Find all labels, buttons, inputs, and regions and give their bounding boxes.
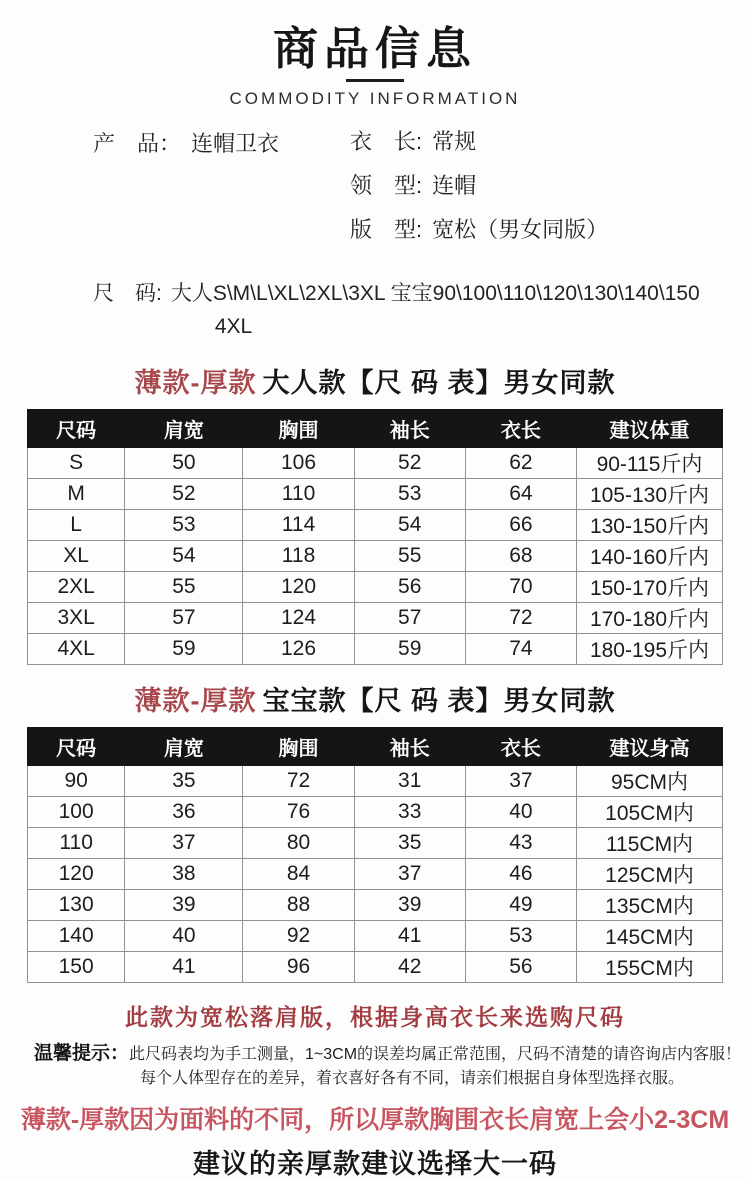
adult-table-title — [0, 361, 750, 400]
table-row — [28, 827, 723, 858]
table-cell: 54 — [354, 509, 465, 540]
table-row — [28, 951, 723, 982]
table-cell: 70 — [465, 571, 576, 602]
table-row — [28, 633, 723, 664]
table-cell: 50 — [125, 447, 243, 478]
table-cell: 92 — [243, 920, 354, 951]
table-cell: 54 — [125, 540, 243, 571]
size-label: 尺 码: — [93, 281, 162, 305]
tips-label: 温馨提示： — [34, 1042, 130, 1064]
table-cell: L — [28, 509, 125, 540]
table-row — [28, 889, 723, 920]
table-cell: 140 — [28, 920, 125, 951]
table-cell: 40 — [465, 796, 576, 827]
column-header: 袖长 — [354, 409, 465, 447]
table-cell: 42 — [354, 951, 465, 982]
table-cell: 114 — [243, 509, 354, 540]
table-cell: 41 — [125, 951, 243, 982]
table-cell: 31 — [354, 765, 465, 796]
table-cell: 120 — [243, 571, 354, 602]
column-header: 肩宽 — [125, 727, 243, 765]
table-cell: S — [28, 447, 125, 478]
adult-title-accent: 薄款-厚款 — [134, 367, 257, 398]
table-cell: 46 — [465, 858, 576, 889]
warm-tips — [0, 1042, 750, 1091]
table-cell: 37 — [125, 827, 243, 858]
table-cell: 53 — [125, 509, 243, 540]
table-cell: 43 — [465, 827, 576, 858]
table-cell: 126 — [243, 633, 354, 664]
product-name-row — [0, 125, 350, 257]
spec-value: 常规 — [432, 128, 477, 154]
table-row — [28, 765, 723, 796]
table-row — [28, 509, 723, 540]
page-header — [0, 0, 750, 109]
table-cell: 155CM内 — [577, 951, 723, 982]
table-cell: M — [28, 478, 125, 509]
table-cell: 150-170斤内 — [577, 571, 723, 602]
table-cell: 135CM内 — [577, 889, 723, 920]
table-cell: 37 — [354, 858, 465, 889]
table-cell: XL — [28, 540, 125, 571]
table-cell: 90 — [28, 765, 125, 796]
table-cell: 49 — [465, 889, 576, 920]
tips-line2 — [34, 1067, 750, 1091]
table-row — [28, 602, 723, 633]
table-row — [28, 478, 723, 509]
table-cell: 105CM内 — [577, 796, 723, 827]
column-header: 衣长 — [465, 409, 576, 447]
table-cell: 52 — [125, 478, 243, 509]
column-header: 尺码 — [28, 409, 125, 447]
spec-value: 连帽 — [432, 172, 477, 198]
table-cell: 88 — [243, 889, 354, 920]
adult-size-table — [27, 409, 723, 665]
table-cell: 96 — [243, 951, 354, 982]
table-cell: 140-160斤内 — [577, 540, 723, 571]
tips-text-line1: 此尺码表均为手工测量，1~3CM的误差均属正常范围，尺码不清楚的请咨询店内客服！ — [129, 1045, 742, 1063]
table-cell: 120 — [28, 858, 125, 889]
spec-row-fit — [350, 213, 750, 244]
table-cell: 62 — [465, 447, 576, 478]
table-cell: 110 — [243, 478, 354, 509]
table-cell: 80 — [243, 827, 354, 858]
table-cell: 110 — [28, 827, 125, 858]
column-header: 胸围 — [243, 409, 354, 447]
column-header: 建议身高 — [577, 727, 723, 765]
table-cell: 3XL — [28, 602, 125, 633]
table-cell: 180-195斤内 — [577, 633, 723, 664]
spec-value: 宽松（男女同版） — [432, 216, 609, 242]
table-cell: 124 — [243, 602, 354, 633]
table-row — [28, 796, 723, 827]
table-cell: 2XL — [28, 571, 125, 602]
page-subtitle: COMMODITY INFORMATION — [229, 88, 521, 108]
table-cell: 115CM内 — [577, 827, 723, 858]
table-cell: 4XL — [28, 633, 125, 664]
title-underline — [346, 79, 404, 82]
table-cell: 36 — [125, 796, 243, 827]
table-cell: 100 — [28, 796, 125, 827]
fabric-notice: 薄款-厚款因为面料的不同，所以厚款胸围衣长肩宽上会小2-3CM — [20, 1105, 730, 1134]
table-row — [28, 540, 723, 571]
table-cell: 55 — [354, 540, 465, 571]
column-header: 尺码 — [28, 727, 125, 765]
table-cell: 35 — [354, 827, 465, 858]
table-cell: 39 — [354, 889, 465, 920]
table-row — [28, 920, 723, 951]
spec-label: 版 型: — [350, 216, 423, 242]
table-cell: 66 — [465, 509, 576, 540]
column-header: 袖长 — [354, 727, 465, 765]
tips-text-line2: 每个人体型存在的差异，着衣喜好各有不同，请亲们根据自身体型选择衣服。 — [140, 1069, 685, 1087]
table-cell: 150 — [28, 951, 125, 982]
table-cell: 90-115斤内 — [577, 447, 723, 478]
size-value — [171, 277, 700, 339]
table-cell: 59 — [354, 633, 465, 664]
product-label: 产 品： — [93, 130, 182, 156]
table-cell: 106 — [243, 447, 354, 478]
table-cell: 59 — [125, 633, 243, 664]
table-cell: 53 — [354, 478, 465, 509]
table-cell: 72 — [465, 602, 576, 633]
column-header: 建议体重 — [577, 409, 723, 447]
size-list-row — [0, 277, 750, 339]
table-cell: 72 — [243, 765, 354, 796]
fit-notice: 此款为宽松落肩版，根据身高衣长来选购尺码 — [125, 1004, 625, 1030]
product-info-section — [0, 125, 750, 257]
table-cell: 125CM内 — [577, 858, 723, 889]
table-cell: 57 — [125, 602, 243, 633]
table-row — [28, 571, 723, 602]
table-cell: 41 — [354, 920, 465, 951]
table-cell: 84 — [243, 858, 354, 889]
baby-title-accent: 薄款-厚款 — [134, 685, 257, 716]
table-cell: 37 — [465, 765, 576, 796]
baby-size-table — [27, 727, 723, 983]
product-value: 连帽卫衣 — [191, 130, 280, 156]
table-cell: 68 — [465, 540, 576, 571]
column-header: 胸围 — [243, 727, 354, 765]
table-cell: 76 — [243, 796, 354, 827]
table-cell: 56 — [354, 571, 465, 602]
table-cell: 130-150斤内 — [577, 509, 723, 540]
spec-row-collar — [350, 169, 750, 200]
spec-label: 衣 长: — [350, 128, 423, 154]
table-cell: 35 — [125, 765, 243, 796]
spec-label: 领 型: — [350, 172, 423, 198]
adult-title-text: 大人款【尺 码 表】男女同款 — [262, 367, 616, 398]
table-cell: 130 — [28, 889, 125, 920]
table-cell: 170-180斤内 — [577, 602, 723, 633]
table-row — [28, 858, 723, 889]
size-value-line1: 大人S\M\L\XL\2XL\3XL 宝宝90\100\110\120\130\140\150 — [170, 281, 700, 305]
table-cell: 95CM内 — [577, 765, 723, 796]
baby-title-text: 宝宝款【尺 码 表】男女同款 — [262, 685, 616, 716]
table-cell: 55 — [125, 571, 243, 602]
table-header-row — [28, 727, 723, 765]
table-cell: 33 — [354, 796, 465, 827]
page-title: 商品信息 — [272, 23, 477, 74]
table-cell: 64 — [465, 478, 576, 509]
column-header: 肩宽 — [125, 409, 243, 447]
table-cell: 74 — [465, 633, 576, 664]
spec-list — [350, 125, 750, 257]
table-cell: 38 — [125, 858, 243, 889]
table-cell: 39 — [125, 889, 243, 920]
spec-row-length — [350, 125, 750, 156]
table-row — [28, 447, 723, 478]
table-cell: 145CM内 — [577, 920, 723, 951]
tips-line1 — [34, 1042, 750, 1067]
table-cell: 52 — [354, 447, 465, 478]
size-value-line2: 4XL — [214, 314, 253, 338]
baby-table-title — [0, 679, 750, 718]
final-advice: 建议的亲厚款建议选择大一码 — [193, 1148, 557, 1179]
table-cell: 56 — [465, 951, 576, 982]
table-cell: 57 — [354, 602, 465, 633]
table-cell: 40 — [125, 920, 243, 951]
table-header-row — [28, 409, 723, 447]
column-header: 衣长 — [465, 727, 576, 765]
table-cell: 53 — [465, 920, 576, 951]
table-cell: 105-130斤内 — [577, 478, 723, 509]
table-cell: 118 — [243, 540, 354, 571]
